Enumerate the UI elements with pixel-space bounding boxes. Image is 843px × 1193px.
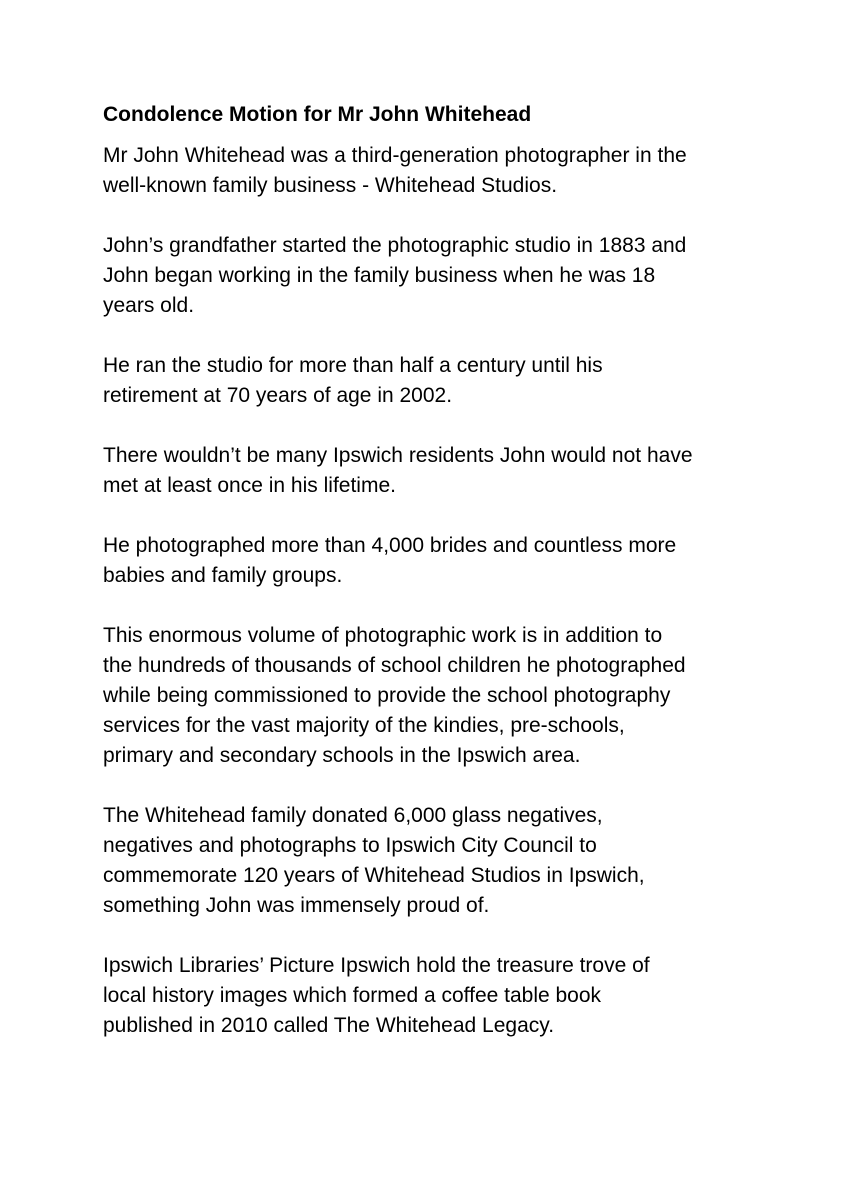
paragraph-legacy-book: Ipswich Libraries’ Picture Ipswich hold the treasure trove of local history images which formed a coffee table book published in 2010 called The Whitehead Legacy.	[103, 954, 650, 1037]
paragraph-residents: There wouldn’t be many Ipswich residents John would not have met at least once in his lifetime.	[103, 444, 693, 497]
document-body	[103, 100, 763, 1071]
paragraph-studio-history: John’s grandfather started the photographic studio in 1883 and John began working in the family business when he was 18 years old.	[103, 234, 687, 317]
paragraph-school-photography: This enormous volume of photographic work is in addition to the hundreds of thousands of school children he photographed while being commissioned to provide the school photography services for the vast majority of the kindies, pre-schools, primary and secondary schools in the Ipswich area.	[103, 624, 686, 767]
paragraph-retirement: He ran the studio for more than half a century until his retirement at 70 years of age in 2002.	[103, 354, 603, 407]
paragraph-brides: He photographed more than 4,000 brides and countless more babies and family groups.	[103, 534, 677, 587]
paragraph-intro: Mr John Whitehead was a third-generation photographer in the well-known family business - Whitehead Studios.	[103, 144, 687, 197]
document-title: Condolence Motion for Mr John Whitehead	[103, 103, 532, 126]
paragraph-donation: The Whitehead family donated 6,000 glass negatives, negatives and photographs to Ipswich City Council to commemorate 120 years of Whitehead Studios in Ipswich, something John was immensely proud of.	[103, 804, 645, 917]
